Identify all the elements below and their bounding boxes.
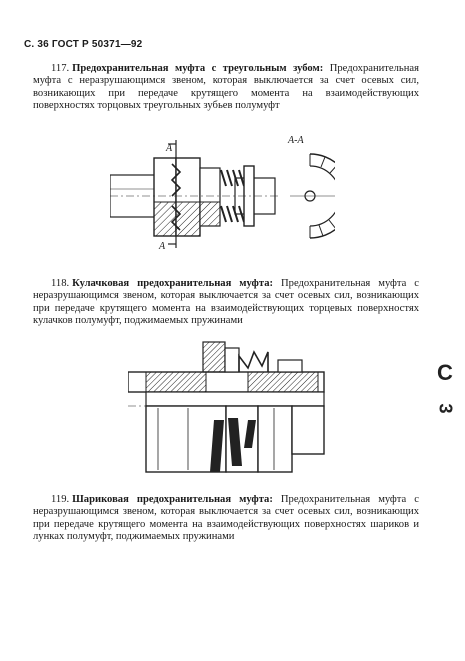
entry-definition: Предохранительная муфта с неразрушающимся звеном, которая выключается за счет осевых сил, возникающих при передаче крутящего момента на взаимодействующих поверхностях шариков и лунках полумуфт, поджимаемых пружинами	[33, 494, 419, 543]
term-entry-118	[33, 278, 419, 328]
entry-term: Шариковая предохранительная муфта:	[72, 494, 273, 505]
section-label-a-a: А-А	[288, 135, 304, 146]
entry-number: 117.	[51, 63, 70, 74]
entry-number: 118.	[51, 278, 70, 289]
margin-mark-bottom: 3	[435, 403, 456, 414]
cut-mark-label-bottom: А	[159, 241, 166, 252]
term-entry-117	[33, 63, 419, 113]
entry-term: Кулачковая предохранительная муфта:	[72, 278, 274, 289]
entry-definition: Предохранительная муфта с неразрушающимся звеном, которая выключается за счет осевых сил, возникающих при передаче крутящего момента на взаимодействующих торцевых поверхностях кулачков полумуфт, поджимаемых пружинами	[33, 278, 419, 327]
entry-term: Предохранительная муфта с треугольным зубом:	[72, 63, 324, 74]
figure-118-jaw-clutch	[128, 338, 328, 476]
margin-mark-top: С	[437, 360, 453, 385]
page-header: С. 36 ГОСТ Р 50371—92	[24, 39, 143, 50]
term-entry-119	[33, 494, 419, 544]
entry-definition: Предохранительная муфта с неразрушающимся звеном, которая выключается за счет осевых сил, возникающих при передаче крутящего момента на взаимодействующих поверхностях торцовых треугольных зубьев полумуфт	[33, 63, 419, 112]
cut-mark-label-top: А	[166, 143, 173, 154]
figure-117-triangular-tooth-clutch	[110, 140, 335, 262]
entry-number: 119.	[51, 494, 70, 505]
